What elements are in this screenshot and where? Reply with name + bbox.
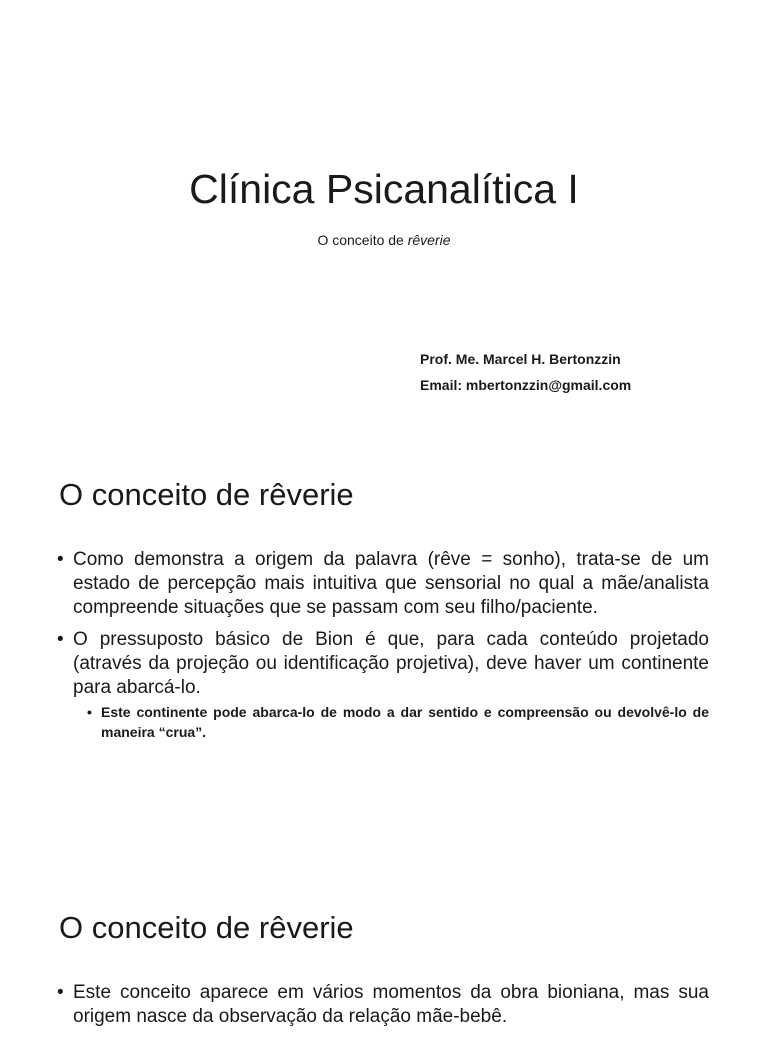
presentation-title: Clínica Psicanalítica I <box>189 166 579 212</box>
author-name: Prof. Me. Marcel H. Bertonzzin <box>420 351 621 367</box>
title-slide <box>0 0 768 433</box>
author-email: Email: mbertonzzin@gmail.com <box>420 377 632 393</box>
sub-bullet-item: • Este continente pode abarca-lo de modo a dar sentido e compreensão ou devolvê-lo de maneira “crua”. <box>87 702 709 742</box>
bullet-list <box>57 981 709 1037</box>
bullet-item: • Como demonstra a origem da palavra (rêve = sonho), trata-se de um estado de percepção mais intuitiva que sensorial no qual a mãe/analista compreende situações que se passam com seu filho/paciente. <box>57 548 709 620</box>
presentation-subtitle <box>0 232 768 248</box>
slide-heading: O conceito de rêverie <box>59 910 354 945</box>
content-slide-1 <box>0 433 768 867</box>
slide-heading: O conceito de rêverie <box>59 477 354 512</box>
subtitle-italic-term: rêverie <box>407 232 451 248</box>
bullet-item: • Este conceito aparece em vários momentos da obra bioniana, mas sua origem nasce da observação da relação mãe-bebê. <box>57 981 709 1029</box>
subtitle-text: O conceito de <box>317 232 408 248</box>
content-slide-2 <box>0 867 768 1027</box>
author-block <box>420 346 631 398</box>
bullet-item: • O pressuposto básico de Bion é que, para cada conteúdo projetado (através da projeção ou identificação projetiva), deve haver um continente para abarcá-lo. <box>57 628 709 700</box>
bullet-list <box>57 548 709 742</box>
